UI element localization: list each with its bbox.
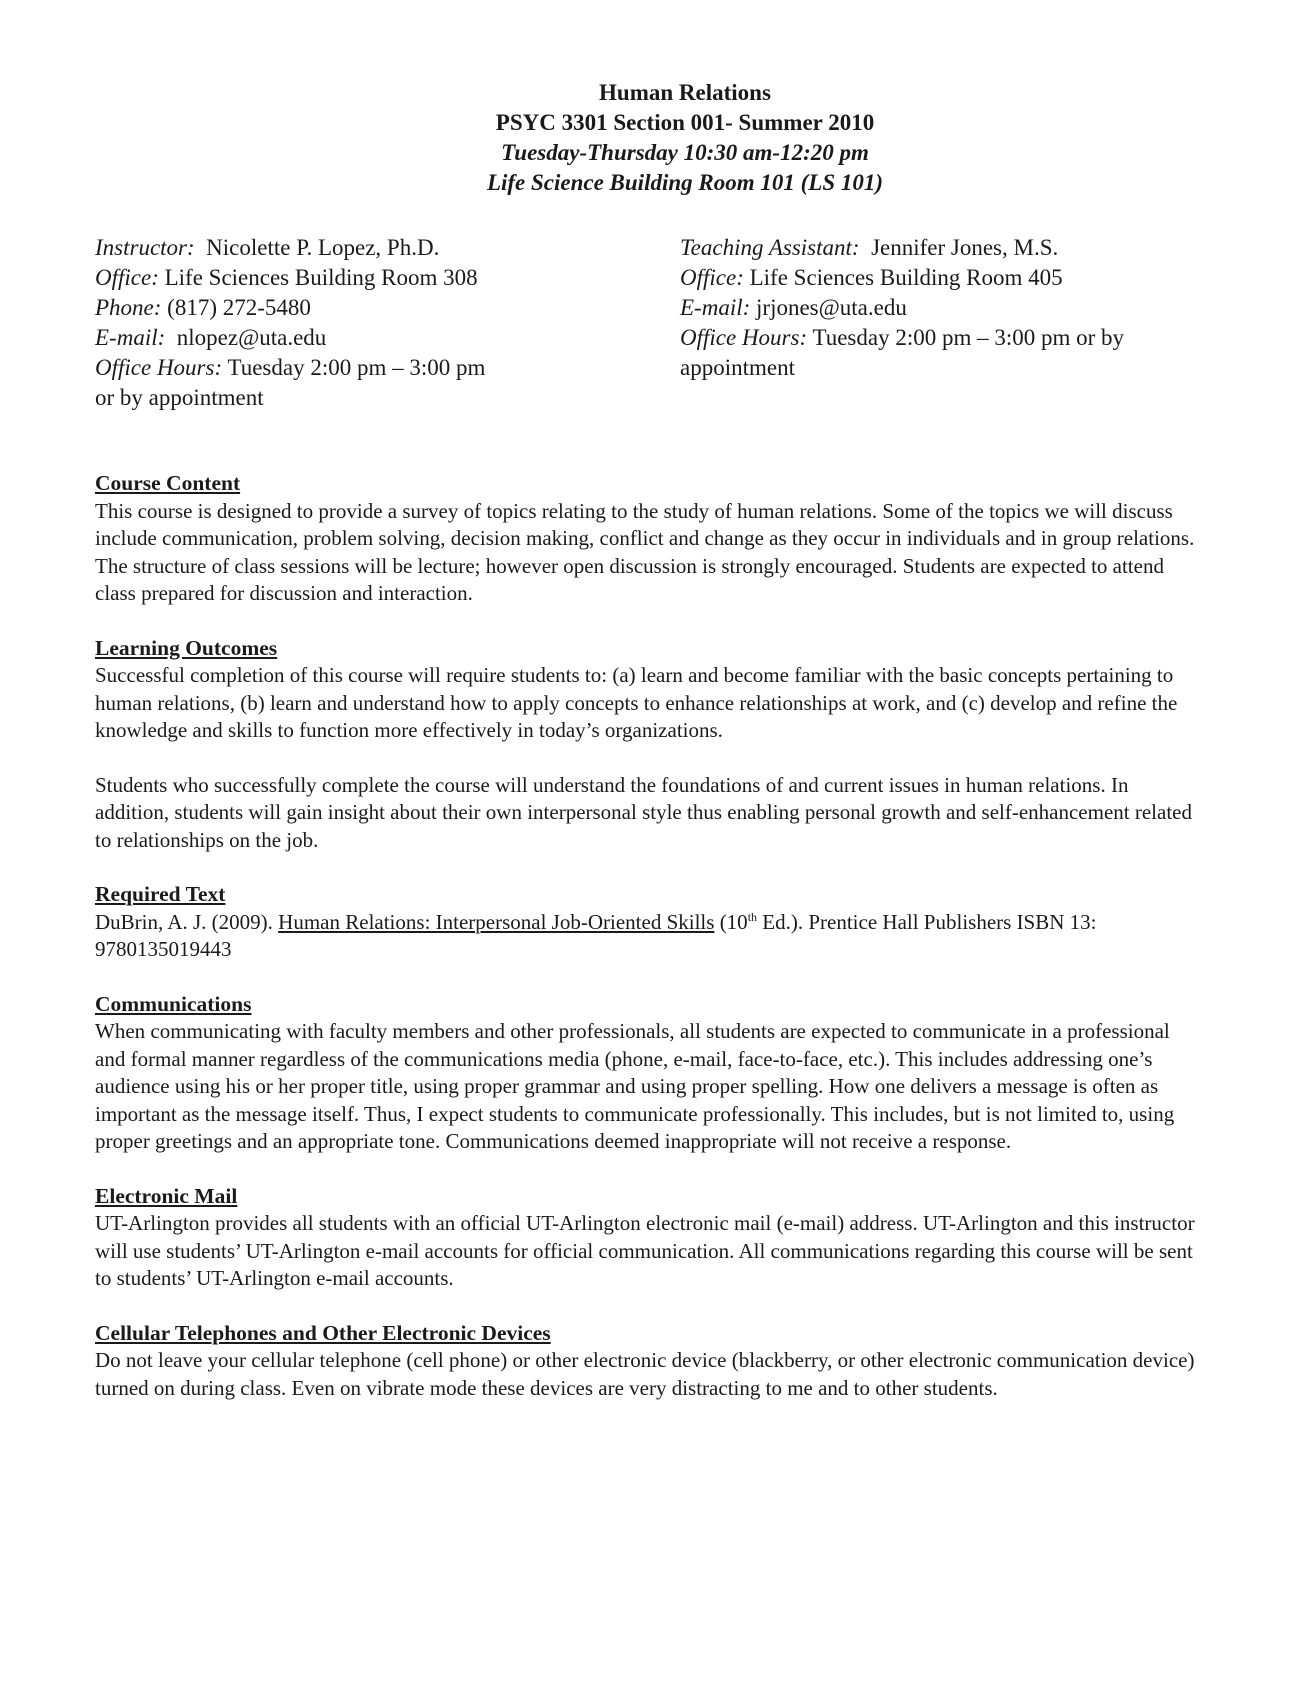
ta-info	[680, 233, 1195, 413]
cellular-body: Do not leave your cellular telephone (cell phone) or other electronic device (blackberry, or other electronic communication device) turned on during class. Even on vibrate mode these devices are very distracting to me and to other students.	[95, 1348, 1195, 1400]
instructor-hours-label: Office Hours:	[95, 355, 223, 380]
citation-edition: (10	[719, 909, 748, 934]
course-location: Life Science Building Room 101 (LS 101)	[486, 170, 884, 195]
syllabus-page	[95, 78, 1205, 1402]
instructor-email: nlopez@uta.edu	[176, 325, 327, 350]
communications-section	[95, 991, 1205, 1156]
citation-book-title: Human Relations: Interpersonal Job-Oriented Skills	[278, 909, 715, 934]
ta-office: Life Sciences Building Room 405	[749, 265, 1063, 290]
instructor-phone-line	[95, 293, 680, 323]
instructor-office: Life Sciences Building Room 308	[164, 265, 478, 290]
course-content-section	[95, 470, 1205, 608]
electronic-mail-body: UT-Arlington provides all students with an official UT-Arlington electronic mail (e-mail) address. UT-Arlington and this instructor will use students’ UT-Arlington e-mail accounts for official communication. All communications regarding this course will be sent to students’ UT-Arlington e-mail accounts.	[95, 1211, 1195, 1290]
learning-outcomes-body-2: Students who successfully complete the course will understand the foundations of and current issues in human relations. In addition, students will gain insight about their own interpersonal style thus enabling personal growth and self-enhancement related to relationships on the job.	[95, 772, 1192, 852]
cellular-section	[95, 1320, 1205, 1403]
citation-author: DuBrin, A. J. (2009).	[95, 909, 273, 934]
instructor-hours-line	[95, 353, 680, 383]
communications-heading: Communications	[95, 991, 252, 1016]
ta-label: Teaching Assistant:	[680, 235, 860, 260]
instructor-label: Instructor:	[95, 235, 195, 260]
citation-edition-sup: th	[747, 909, 758, 924]
instructor-phone-label: Phone:	[95, 295, 162, 320]
electronic-mail-heading: Electronic Mail	[95, 1183, 238, 1208]
instructor-email-line	[95, 323, 680, 353]
instructor-phone: (817) 272-5480	[167, 295, 311, 320]
contact-info	[95, 233, 1205, 413]
communications-body: When communicating with faculty members and other professionals, all students are expected to communicate in a professional and formal manner regardless of the communications media (phone, e-mail, face-to-face, etc.). This includes addressing one’s audience using his or her proper title, using proper grammar and using proper spelling. How one delivers a message is often as important as the message itself. Thus, I expect students to communicate professionally. This includes, but is not limited to, using proper greetings and an appropriate tone. Communications deemed inappropriate will not receive a response.	[95, 1019, 1175, 1153]
cellular-heading: Cellular Telephones and Other Electronic Devices	[95, 1320, 551, 1345]
required-text-section	[95, 881, 1205, 964]
ta-office-label: Office:	[680, 265, 744, 290]
ta-hours: Tuesday 2:00 pm – 3:00 pm or by appointment	[680, 325, 1125, 380]
instructor-name-line	[95, 233, 680, 263]
electronic-mail-section	[95, 1183, 1205, 1293]
ta-name: Jennifer Jones, M.S.	[871, 235, 1059, 260]
ta-hours-line	[680, 323, 1195, 383]
citation-publisher: Ed.). Prentice Hall Publishers ISBN 13: 9780135019443	[95, 909, 1097, 961]
ta-email-label: E-mail:	[680, 295, 751, 320]
instructor-office-label: Office:	[95, 265, 159, 290]
course-content-body: This course is designed to provide a survey of topics relating to the study of human relations. Some of the topics we will discuss include communication, problem solving, decision making, conflict and change as they occur in individuals and in group relations. The structure of class sessions will be lecture; however open discussion is strongly encouraged. Students are expected to attend class prepared for discussion and interaction.	[95, 498, 1195, 605]
instructor-info	[95, 233, 680, 413]
ta-email: jrjones@uta.edu	[756, 295, 907, 320]
instructor-name: Nicolette P. Lopez, Ph.D.	[206, 235, 440, 260]
instructor-hours: Tuesday 2:00 pm – 3:00 pm	[227, 355, 486, 380]
instructor-hours-extra: or by appointment	[95, 385, 264, 410]
required-text-heading: Required Text	[95, 882, 226, 906]
ta-email-line	[680, 293, 1195, 323]
course-section: PSYC 3301 Section 001- Summer 2010	[495, 110, 875, 135]
learning-outcomes-section	[95, 635, 1205, 855]
instructor-email-label: E-mail:	[95, 325, 166, 350]
learning-outcomes-body-1: Successful completion of this course will require students to: (a) learn and become familiar with the basic concepts pertaining to human relations, (b) learn and understand how to apply concepts to enhance relationships at work, and (c) develop and refine the knowledge and skills to function more effectively in today’s organizations.	[95, 663, 1178, 742]
ta-name-line	[680, 233, 1195, 263]
course-schedule: Tuesday-Thursday 10:30 am-12:20 pm	[501, 140, 869, 165]
ta-office-line	[680, 263, 1195, 293]
learning-outcomes-heading: Learning Outcomes	[95, 635, 278, 660]
instructor-office-line	[95, 263, 680, 293]
syllabus-header	[95, 78, 1205, 198]
ta-hours-label: Office Hours:	[680, 325, 808, 350]
course-content-heading: Course Content	[95, 471, 241, 495]
course-title: Human Relations	[599, 80, 771, 105]
required-text-citation	[95, 909, 1205, 964]
